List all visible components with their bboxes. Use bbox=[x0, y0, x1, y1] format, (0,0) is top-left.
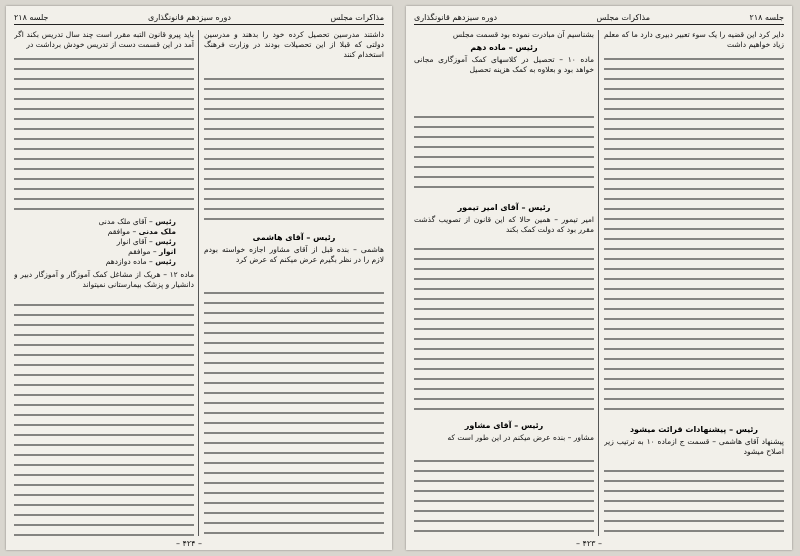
right-col-b-text-block-3 bbox=[414, 456, 594, 536]
left-page-number: – ۴۲۴ – bbox=[176, 539, 202, 548]
right-running-head bbox=[414, 10, 784, 25]
left-page bbox=[6, 6, 392, 550]
right-col-a-heading: رئیس – پیشنهادات قرائت میشود bbox=[629, 425, 759, 434]
right-col-a-mid bbox=[604, 422, 784, 460]
right-column-divider bbox=[598, 30, 599, 536]
right-col-a-text-block-2 bbox=[604, 466, 784, 536]
speaker-line: رئیس – ماده دوازدهم bbox=[105, 257, 176, 266]
left-col-b-top-text: باید پیرو قانون التبه مقرر است چند سال تدریس بکند اگر آمد در این قسمت دست از تدریس خودش برداشت در bbox=[14, 30, 194, 49]
left-running-head bbox=[14, 10, 384, 25]
left-column-a bbox=[204, 30, 384, 536]
left-col-a-heading: رئیس – آقای هاشمی bbox=[252, 233, 336, 242]
left-col-b-text-block-2 bbox=[14, 300, 194, 536]
left-col-a-text-block-1 bbox=[204, 74, 384, 224]
left-column-divider bbox=[198, 30, 199, 536]
speaker-line: انوار – موافقم bbox=[128, 247, 176, 256]
left-header-left: مذاکرات مجلس bbox=[330, 12, 384, 22]
right-header-right: دوره سیزدهم قانونگذاری bbox=[414, 12, 498, 22]
left-col-a-mid bbox=[204, 230, 384, 268]
left-header-center: دوره سیزدهم قانونگذاری bbox=[147, 12, 231, 22]
speaker-line: ملک مدنی – موافقم bbox=[107, 227, 176, 236]
right-col-b-text-1: ماده ۱۰ – تحصیل در کلاسهای کمک آموزگاری مجانی خواهد بود و بعلاوه به کمک هزینه تحصیل bbox=[414, 55, 594, 74]
right-page bbox=[406, 6, 792, 550]
left-col-b-speaker-list bbox=[14, 216, 194, 293]
right-column-a bbox=[604, 30, 784, 536]
right-col-a-top-text: دایر کرد این قضیه را یک سوء تعبیر دبیری دارد ما که معلم زیاد خواهیم داشت bbox=[604, 30, 784, 49]
right-col-b-top-text: بشناسیم آن مبادرت نموده بود قسمت مجلس bbox=[452, 30, 594, 39]
left-column-b bbox=[14, 30, 194, 536]
right-header-center: مذاکرات مجلس bbox=[596, 12, 651, 22]
right-col-b-text-3: مشاور – بنده عرض میکنم در این طور است که bbox=[447, 433, 594, 442]
right-col-b-text-block-2 bbox=[414, 244, 594, 412]
left-header-right: جلسه ۲۱۸ bbox=[14, 12, 49, 22]
left-col-a-text-block-2 bbox=[204, 288, 384, 536]
speaker-line: رئیس – آقای ملک مدنی bbox=[98, 217, 176, 226]
right-col-b-heading-1: رئیس – ماده دهم bbox=[470, 43, 538, 52]
speaker-line: رئیس – آقای انوار bbox=[116, 237, 176, 246]
right-col-b-section-3 bbox=[414, 418, 594, 446]
right-column-b bbox=[414, 30, 594, 536]
left-col-b-text-block-1 bbox=[14, 54, 194, 210]
left-col-a-top-text: داشتند مدرسین تحصیل کرده خود را بدهند و مدرسین دولتی که قبلا از این تحصیلات بودند در وزارت فرهنگ استخدام کنند bbox=[204, 30, 384, 59]
right-col-b-section-2 bbox=[414, 200, 594, 238]
left-col-b-mid-text: ماده ۱۲ – هریک از مشاغل کمک آموزگار و آموزگار دبیر و دانشیار و پزشک بیمارستانی نمیتواند bbox=[14, 270, 194, 289]
right-col-b-text-block-1 bbox=[414, 112, 594, 196]
right-col-b-heading-2: رئیس – آقای امیر تیمور bbox=[457, 203, 551, 212]
right-col-a-text-block-1 bbox=[604, 54, 784, 414]
right-header-left: جلسه ۲۱۸ bbox=[749, 12, 784, 22]
right-col-a-mid-text: پیشنهاد آقای هاشمی – قسمت ج ازماده ۱۰ به ترتیب زیر اصلاح میشود bbox=[604, 437, 784, 456]
right-page-number: – ۴۲۳ – bbox=[576, 539, 602, 548]
left-col-a-mid-text: هاشمی – بنده قبل از آقای مشاور اجازه خواسته بودم لازم را در نظر بگیرم عرض میکنم که عرض کرد bbox=[204, 245, 384, 264]
right-col-b-text-2: امیر تیمور – همین حالا که این قانون از تصویب گذشت مقرر بود که دولت کمک بکند bbox=[414, 215, 594, 234]
right-col-b-heading-3: رئیس – آقای مشاور bbox=[464, 421, 544, 430]
